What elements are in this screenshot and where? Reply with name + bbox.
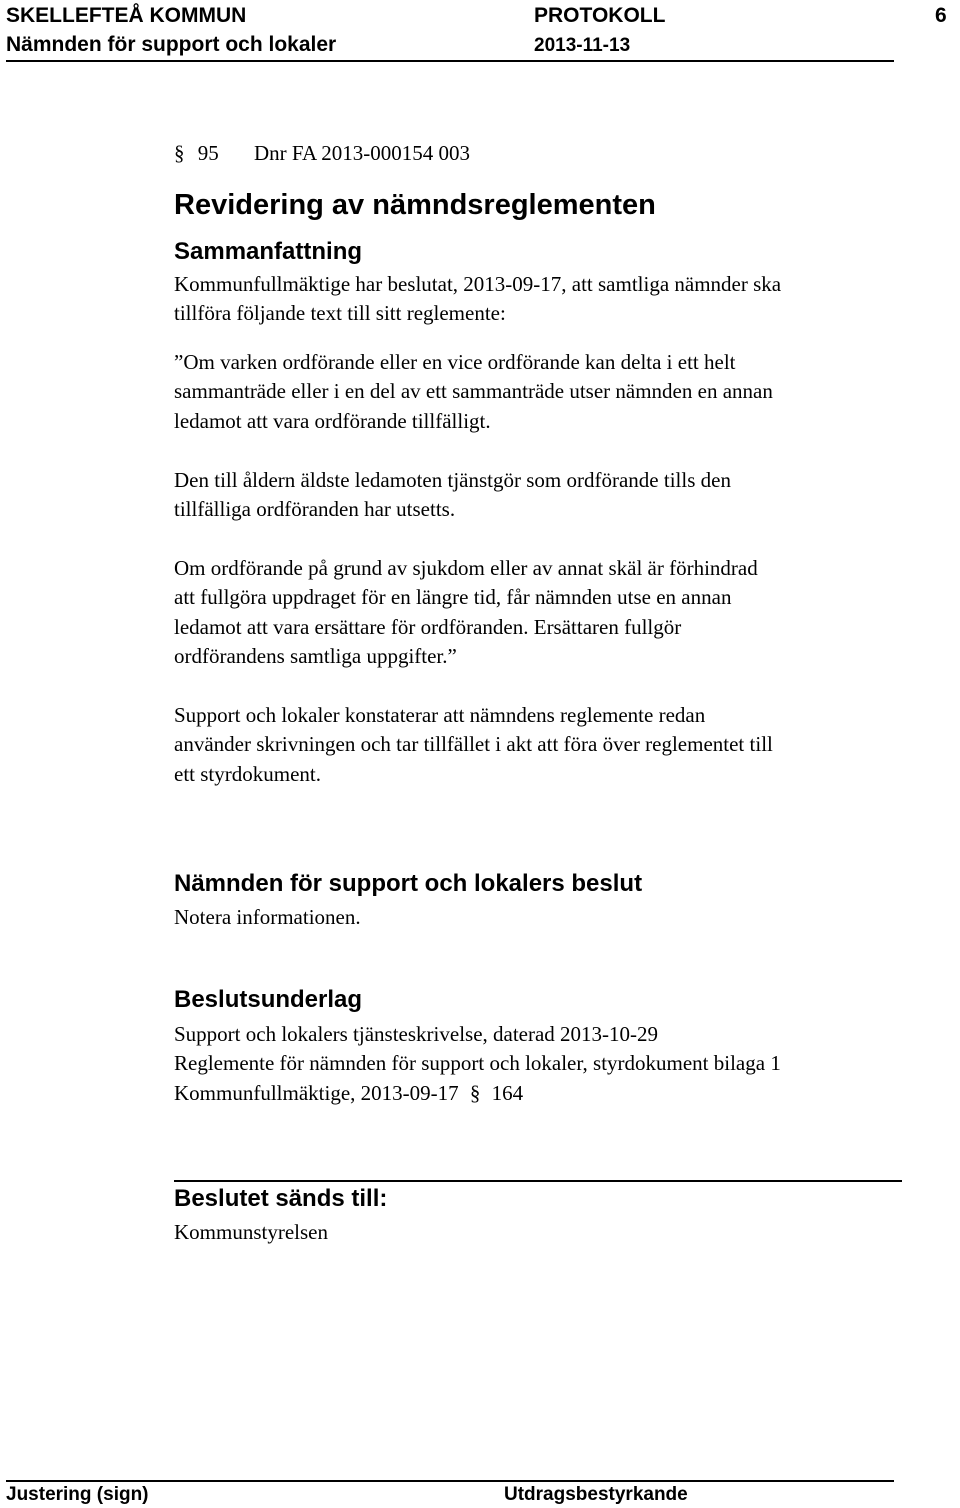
item-line <box>174 141 470 166</box>
basis-list <box>174 1020 934 1108</box>
committee-name: Nämnden för support och lokaler <box>6 33 337 56</box>
basis-heading: Beslutsunderlag <box>174 986 363 1013</box>
recipient: Kommunstyrelsen <box>174 1220 328 1244</box>
basis-item: Support och lokalers tjänsteskrivelse, daterad 2013-10-29 <box>174 1022 659 1046</box>
summary-paragraph-conclusion: Support och lokaler konstaterar att nämndens reglemente redan använder skrivningen och tar tillfället i akt att föra över reglementet till ett styrdokument. <box>174 703 773 786</box>
dnr-label: Dnr FA 2013-000154 003 <box>254 141 471 165</box>
summary-paragraph-1: Kommunfullmäktige har beslutat, 2013-09-17, att samtliga nämnder ska tillföra följande text till sitt reglemente: <box>174 272 782 326</box>
section-symbol: § <box>469 1080 481 1105</box>
page-title: Revidering av nämndsreglementen <box>174 189 656 221</box>
justering-label: Justering (sign) <box>6 1484 149 1505</box>
quoted-paragraph-3: Om ordförande på grund av sjukdom eller av annat skäl är förhindrad att fullgöra uppdraget för en längre tid, får nämnden utse en annan ledamot att vara ersättare för ordföranden. Ersättaren fullgör ordförandens samtliga uppgifter.” <box>174 556 758 668</box>
section-number: 164 <box>491 1080 524 1105</box>
header-rule <box>6 60 894 62</box>
quoted-paragraph-2: Den till åldern äldste ledamoten tjänstgör som ordförande tills den tillfälliga ordföranden har utsetts. <box>174 468 731 522</box>
separator-rule <box>174 1180 902 1182</box>
org-name: SKELLEFTEÅ KOMMUN <box>6 4 247 27</box>
section-symbol: § <box>174 141 185 165</box>
item-number: 95 <box>197 141 219 165</box>
doc-type: PROTOKOLL <box>534 4 666 27</box>
meeting-date: 2013-11-13 <box>534 35 631 56</box>
quoted-paragraph-1: ”Om varken ordförande eller en vice ordförande kan delta i ett helt sammanträde eller i en del av ett sammanträde utser nämnden en annan ledamot att vara ordförande tillfälligt. <box>174 350 773 433</box>
basis-item: Kommunfullmäktige, 2013-09-17 § 164 <box>174 1080 524 1105</box>
basis-item: Reglemente för nämnden för support och lokaler, styrdokument bilaga 1 <box>174 1051 781 1076</box>
page-number: 6 <box>935 4 947 27</box>
footer-rule <box>6 1480 894 1482</box>
decision-text: Notera informationen. <box>174 905 361 929</box>
summary-heading: Sammanfattning <box>174 238 363 265</box>
utdragsbestyrkande-label: Utdragsbestyrkande <box>504 1484 688 1505</box>
decision-heading: Nämnden för support och lokalers beslut <box>174 870 643 897</box>
sent-to-heading: Beslutet sänds till: <box>174 1185 388 1212</box>
